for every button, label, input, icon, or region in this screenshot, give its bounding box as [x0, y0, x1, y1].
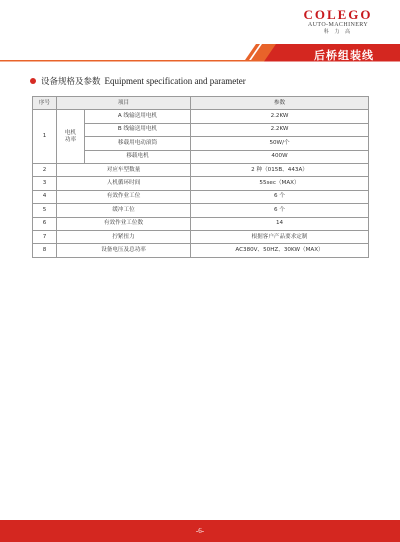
- table-row: [33, 244, 369, 257]
- row-number: 5: [33, 204, 57, 217]
- row-item: 有效作业工位数: [57, 217, 191, 230]
- logo-chinese: 科 力 高: [323, 29, 353, 35]
- row-number: 3: [33, 177, 57, 190]
- table-row: [33, 110, 369, 123]
- row-number: 8: [33, 244, 57, 257]
- row-param: 2.2KW: [191, 110, 369, 123]
- header-param: 参数: [191, 97, 369, 110]
- row-number: 1: [33, 110, 57, 164]
- row-param: 55sec（MAX）: [191, 177, 369, 190]
- page-number: -6-: [195, 527, 205, 535]
- table-header-row: [33, 97, 369, 110]
- logo-subtitle: AUTO-MACHINERY: [307, 22, 369, 28]
- banner-title: 后桥组装线: [314, 49, 374, 62]
- row-param: 50W/个: [191, 137, 369, 150]
- header-item: 项目: [57, 97, 191, 110]
- header-banner: [0, 44, 400, 64]
- row-item: 人机循环时间: [57, 177, 191, 190]
- row-number: 7: [33, 230, 57, 243]
- row-item: 对应车型数量: [57, 163, 191, 176]
- row-number: 6: [33, 217, 57, 230]
- row-param: 6 个: [191, 204, 369, 217]
- row-item: 设备电压及总功率: [57, 244, 191, 257]
- row-param: 6 个: [191, 190, 369, 203]
- table-row: [33, 230, 369, 243]
- table-row: [33, 190, 369, 203]
- spec-table: [32, 96, 369, 258]
- company-logo: [292, 8, 384, 46]
- row-item: 缓冲工位: [57, 204, 191, 217]
- row-param: AC380V、50HZ、30KW（MAX）: [191, 244, 369, 257]
- row-item: 移载电机: [85, 150, 191, 163]
- row-item: 有效作业工位: [57, 190, 191, 203]
- row-param: 根据客户产品要求定制: [191, 230, 369, 243]
- section-title-chinese: 设备规格及参数: [41, 77, 101, 87]
- row-item: B 线输送用电机: [85, 123, 191, 136]
- footer-bar: [0, 520, 400, 542]
- logo-wordmark: COLEGO: [303, 7, 373, 22]
- row-number: 4: [33, 190, 57, 203]
- row-item: 移载用电动滚筒: [85, 137, 191, 150]
- table-row: [33, 177, 369, 190]
- bullet-icon: [30, 78, 36, 84]
- motor-group-label: 电机 功率: [57, 110, 85, 164]
- section-heading: [30, 74, 246, 88]
- section-title-english: Equipment specification and parameter: [104, 76, 246, 86]
- row-param: 2 种（015B、443A）: [191, 163, 369, 176]
- table-row: [33, 163, 369, 176]
- header-no: 序号: [33, 97, 57, 110]
- row-param: 400W: [191, 150, 369, 163]
- row-item: A 线输送用电机: [85, 110, 191, 123]
- row-number: 2: [33, 163, 57, 176]
- table-row: [33, 204, 369, 217]
- row-param: 14: [191, 217, 369, 230]
- row-param: 2.2KW: [191, 123, 369, 136]
- row-item: 拧紧扭力: [57, 230, 191, 243]
- table-row: [33, 217, 369, 230]
